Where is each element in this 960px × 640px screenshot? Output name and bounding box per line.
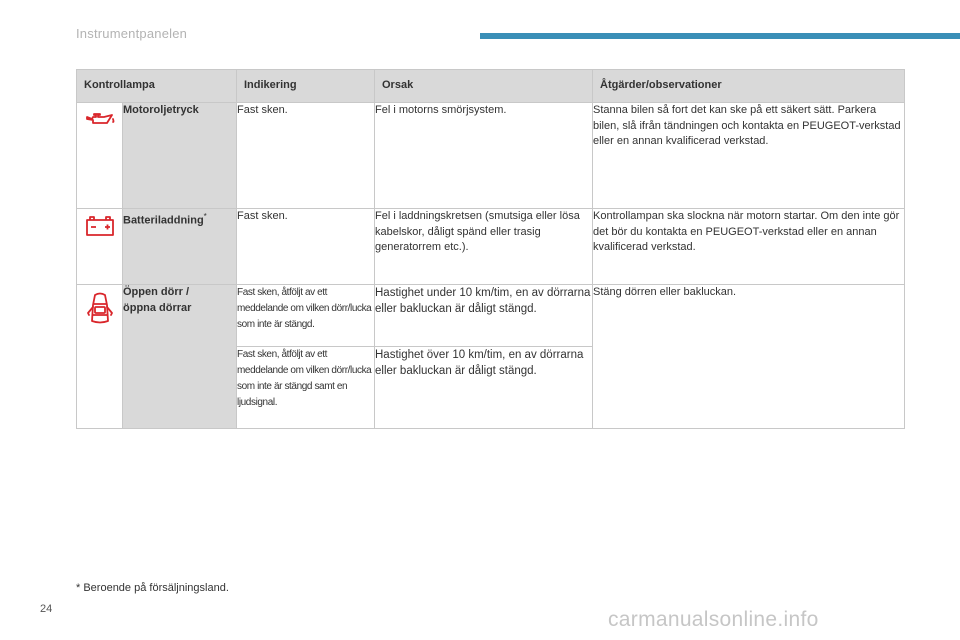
lamp-name-line1: Öppen dörr / xyxy=(123,286,189,298)
table-header-row xyxy=(77,70,905,103)
action-text: Kontrollampan ska slockna när motorn startar. Om den inte gör det bör du kontakta en PEUGEOT-verkstad eller en annan kvalificerad verkstad. xyxy=(593,209,905,285)
header-accent-bar xyxy=(480,33,960,39)
lamp-name xyxy=(123,285,237,429)
table-row xyxy=(77,209,905,285)
cause-text: Fel i motorns smörjsystem. xyxy=(375,103,593,209)
action-text: Stäng dörren eller bakluckan. xyxy=(593,285,905,429)
column-header-kontrollampa: Kontrollampa xyxy=(77,70,237,103)
lamp-name: Motoroljetryck xyxy=(123,103,237,209)
icon-cell xyxy=(77,285,123,429)
column-header-atgarder: Åtgärder/observationer xyxy=(593,70,905,103)
lamp-name-text: Batteriladdning xyxy=(123,214,204,227)
watermark: carmanualsonline.info xyxy=(608,608,819,631)
column-header-orsak: Orsak xyxy=(375,70,593,103)
footnote-mark: * xyxy=(203,212,207,221)
indication-text: Fast sken, åtföljt av ett meddelande om vilken dörr/lucka som inte är stängd. xyxy=(237,285,375,347)
door-open-warning-icon xyxy=(86,291,114,337)
table-row xyxy=(77,285,905,347)
oil-pressure-warning-icon xyxy=(84,109,116,137)
footnote: * Beroende på försäljningsland. xyxy=(76,582,229,594)
cause-text: Fel i laddningskretsen (smutsiga eller lösa kabelskor, dåligt spänd eller trasig generatorrem etc.). xyxy=(375,209,593,285)
lamp-name-line2: öppna dörrar xyxy=(123,301,192,314)
indication-text: Fast sken, åtföljt av ett meddelande om vilken dörr/lucka som inte är stängd samt en ljudsignal. xyxy=(237,347,375,429)
cause-text: Hastighet under 10 km/tim, en av dörrarna eller bakluckan är dåligt stängd. xyxy=(375,285,593,347)
column-header-indikering: Indikering xyxy=(237,70,375,103)
section-title: Instrumentpanelen xyxy=(76,26,188,41)
page-number: 24 xyxy=(40,603,53,615)
battery-warning-icon xyxy=(84,215,116,243)
table-row xyxy=(77,103,905,209)
lamp-name xyxy=(123,209,237,285)
indication-text: Fast sken. xyxy=(237,103,375,209)
icon-cell xyxy=(77,209,123,285)
indication-text: Fast sken. xyxy=(237,209,375,285)
cause-text: Hastighet över 10 km/tim, en av dörrarna eller bakluckan är dåligt stängd. xyxy=(375,347,593,429)
icon-cell xyxy=(77,103,123,209)
warning-lamps-table xyxy=(76,69,905,429)
action-text: Stanna bilen så fort det kan ske på ett säkert sätt. Parkera bilen, slå ifrån tändningen och kontakta en PEUGEOT-verkstad eller en annan kvalificerad verkstad. xyxy=(593,103,905,209)
